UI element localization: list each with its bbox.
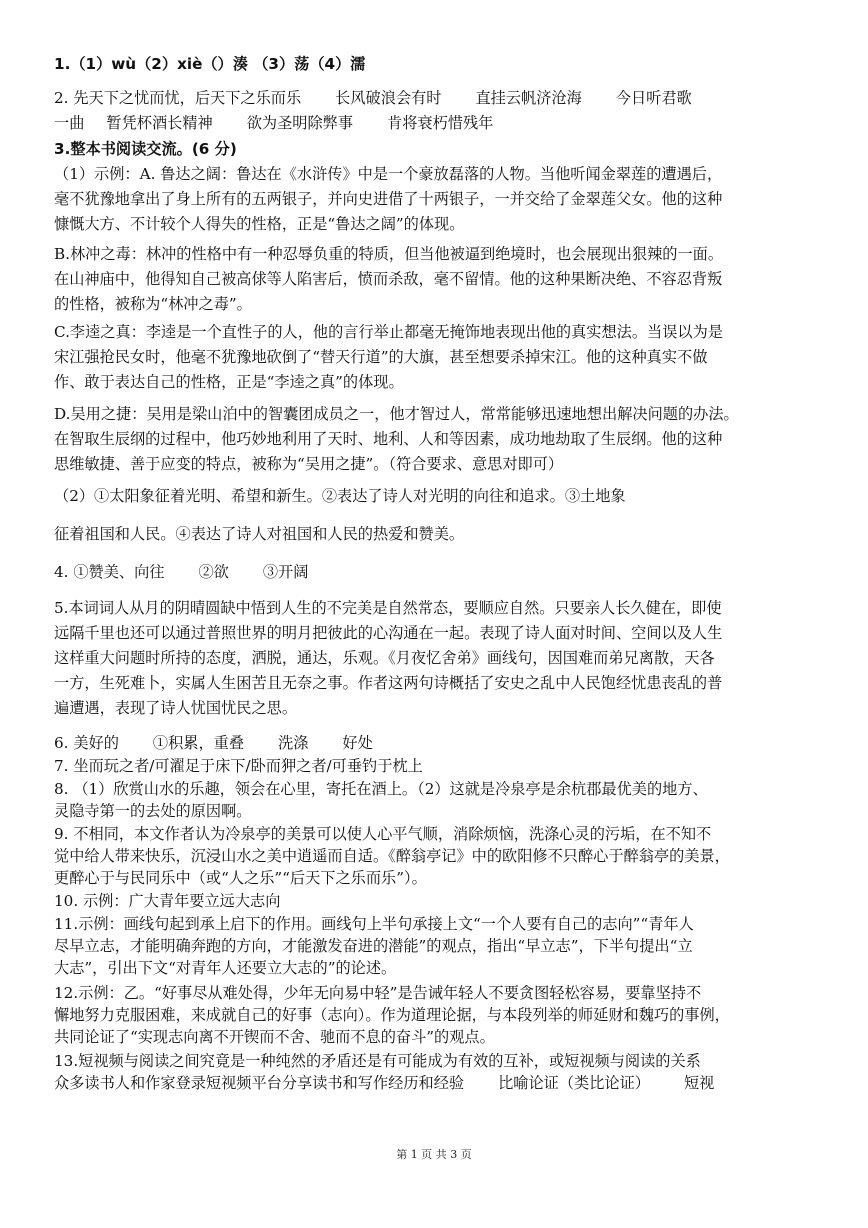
answer-2-line2-part-4: 肯将衰朽惜残年 xyxy=(387,114,494,132)
answer-3-p1-line-2: 毫不犹豫地拿出了身上所有的五两银子，并向史进借了十两银子，一并交给了金翠莲父女。他的这种 xyxy=(54,190,723,208)
answer-3-p2-line-1: B.林冲之毒：林冲的性格中有一种忍辱负重的特质，但当他被逼到绝境时，也会展现出狠辣的一面。 xyxy=(54,245,724,263)
answer-4 xyxy=(54,560,820,585)
answer-3 xyxy=(54,137,820,237)
answer-3-paragraph-d xyxy=(54,402,820,477)
answer-6 xyxy=(54,732,820,754)
answer-2 xyxy=(54,86,820,136)
answer-5-line-1: 5.本词词人从月的阴晴圆缺中悟到人生的不完美是自然常态，要顺应自然。只要亲人长久健在，即使 xyxy=(54,599,722,617)
answer-3-p2-line-3: 的性格，被称为“林冲之毒”。 xyxy=(54,295,252,313)
answer-2-line-2 xyxy=(54,111,820,136)
answer-13-line-1: 13.短视频与阅读之间究竟是一种纯然的矛盾还是有可能成为有效的互补，或短视频与阅读的关系 xyxy=(54,1052,701,1070)
answer-2-line2-part-1: 一曲 xyxy=(54,114,85,132)
answer-12-line-1: 12.示例：乙。“好事尽从难处得，少年无向易中轻”是告诫年轻人不要贪图轻松容易，要靠坚持不 xyxy=(54,984,702,1002)
answer-3-p4-line-2: 在智取生辰纲的过程中，他巧妙地利用了天时、地利、人和等因素，成功地劫取了生辰纲。他的这种 xyxy=(54,430,723,448)
answer-9-line-1: 9. 不相同，本文作者认为冷泉亭的美景可以使人心平气顺，消除烦恼，洗涤心灵的污垢，在不知不 xyxy=(54,825,712,843)
answer-8-line-2: 灵隐寺第一的去处的原因啊。 xyxy=(54,802,252,820)
answer-13-line2-part-3: 短视 xyxy=(683,1074,715,1092)
answer-6-item-3: 洗涤 xyxy=(278,734,309,752)
answer-13-line2-part-2: 比喻论证（类比论证） xyxy=(498,1074,650,1092)
answer-3-part-2-continued xyxy=(54,522,820,547)
answer-5-line-4: 一方，生死难卜，实属人生困苦且无奈之事。作者这两句诗概括了安史之乱中人民饱经忧患丧乱的普 xyxy=(54,674,723,692)
answer-6-line xyxy=(54,732,820,754)
answer-11-line-3: 大志”，引出下文“对青年人还要立大志的”的论述。 xyxy=(54,959,397,977)
answer-3-p3-line-2: 宋江强抢民女时，他毫不犹豫地砍倒了“替天行道”的大旗，甚至想要杀掉宋江。他的这种真实不做 xyxy=(54,348,708,366)
answer-8-line-1: 8. （1）欣赏山水的乐趣，领会在心里，寄托在酒上。（2）这就是冷泉亭是余杭郡最优美的地方、 xyxy=(54,780,708,798)
answer-13-line2-part-1: 众多读书人和作家登录短视频平台分享读书和写作经历和经验 xyxy=(54,1074,465,1092)
answer-11 xyxy=(54,913,820,979)
answer-10-text: 10. 示例：广大青年要立远大志向 xyxy=(54,892,281,910)
answer-13-line-2 xyxy=(54,1072,820,1094)
answer-5-line-3: 这样重大问题时所持的态度，洒脱，通达，乐观。《月夜忆舍弟》画线句，因国难而弟兄离散，天各 xyxy=(54,649,715,667)
answer-3-p4-line-1: D.吴用之捷：吴用是梁山泊中的智囊团成员之一，他才智过人，常常能够迅速地想出解决问题的办法。 xyxy=(54,405,739,423)
answer-5 xyxy=(54,596,820,721)
answer-1 xyxy=(54,52,820,77)
answer-7-text: 7. 坐而玩之者/可濯足于床下/卧而狎之者/可垂钓于枕上 xyxy=(54,757,423,775)
answer-4-line xyxy=(54,560,820,585)
answer-3-paragraph-c xyxy=(54,320,820,395)
answer-2-line1-part-4: 今日听君歌 xyxy=(615,89,692,107)
answer-9-line-3: 更醉心于与民同乐中（或“人之乐”“后天下之乐而乐”）。 xyxy=(54,869,427,887)
answer-2-line2-part-3: 欲为圣明除弊事 xyxy=(246,114,353,132)
answer-4-item-1: 4. ①赞美、向往 xyxy=(54,563,165,581)
answer-12-line-2: 懈地努力克服困难，来成就自己的好事（志向）。作为道理论据，与本段列举的师延财和魏巧的事例， xyxy=(54,1006,730,1024)
answer-5-line-5: 遍遭遇，表现了诗人忧国忧民之思。 xyxy=(54,699,297,717)
answer-3-p2-line-2: 在山神庙中，他得知自己被高俅等人陷害后，愤而杀敌，毫不留情。他的这种果断决绝、不容忍背叛 xyxy=(54,270,723,288)
answer-8 xyxy=(54,778,820,822)
answer-3-p1-line-1: （1）示例：A. 鲁达之阔：鲁达在《水浒传》中是一个豪放磊落的人物。当他听闻金翠莲的遭遇后， xyxy=(54,165,723,183)
answer-6-item-1: 6. 美好的 xyxy=(54,734,119,752)
answer-3-p5-line-1: （2）①太阳象征着光明、希望和新生。②表达了诗人对光明的向往和追求。③土地象 xyxy=(54,487,626,505)
answer-6-item-2: ①积累，重叠 xyxy=(152,734,245,752)
answer-2-line-1 xyxy=(54,86,820,111)
answer-3-part-2 xyxy=(54,484,820,509)
answer-3-p4-line-3: 思维敏捷、善于应变的特点，被称为“吴用之捷”。（符合要求、意思对即可） xyxy=(54,455,564,473)
answer-3-paragraph-b xyxy=(54,242,820,317)
answer-11-line-1: 11.示例：画线句起到承上启下的作用。画线句上半句承接上文“一个人要有自己的志向”“青年人 xyxy=(54,915,694,933)
answer-2-line1-part-3: 直挂云帆济沧海 xyxy=(475,89,582,107)
answer-9-line-2: 觉中给人带来快乐，沉浸山水之美中逍遥而自适。《醉翁亭记》中的欧阳修不只醉心于醉翁亭的美景， xyxy=(54,847,730,865)
answer-6-item-4: 好处 xyxy=(342,734,373,752)
answer-3-p1-line-3: 慷慨大方、不计较个人得失的性格，正是“鲁达之阔”的体现。 xyxy=(54,215,465,233)
answer-4-item-2: ②欲 xyxy=(198,563,229,581)
answer-4-item-3: ③开阔 xyxy=(262,563,309,581)
answer-2-line1-part-1: 2. 先天下之忧而忧，后天下之乐而乐 xyxy=(54,89,302,107)
answer-7 xyxy=(54,755,820,777)
answer-3-p6-line-1: 征着祖国和人民。④表达了诗人对祖国和人民的热爱和赞美。 xyxy=(54,525,465,543)
answer-10 xyxy=(54,890,820,912)
page-number-footer: 第 1 页 共 3 页 xyxy=(396,1148,472,1161)
answer-12-line-3: 共同论证了“实现志向离不开锲而不舍、驰而不息的奋斗”的观点。 xyxy=(54,1028,495,1046)
answer-3-title: 3.整本书阅读交流。(6 分) xyxy=(54,140,237,158)
answer-2-line2-part-2: 暂凭杯酒长精神 xyxy=(106,114,213,132)
answer-11-line-2: 尽早立志，才能明确奔跑的方向，才能激发奋进的潜能”的观点，指出“早立志”，下半句提出“立 xyxy=(54,937,693,955)
answer-13 xyxy=(54,1050,820,1094)
answer-9 xyxy=(54,823,820,889)
answer-1-text: 1.（1）wù（2）xiè（）湊 （3）荡（4）濡 xyxy=(54,55,366,73)
answer-5-line-2: 远隔千里也还可以通过普照世界的明月把彼此的心沟通在一起。表现了诗人面对时间、空间以及人生 xyxy=(54,624,723,642)
answer-3-p3-line-3: 作、敢于表达自己的性格，正是“李逵之真”的体现。 xyxy=(54,373,404,391)
answer-2-line1-part-2: 长风破浪会有时 xyxy=(335,89,442,107)
answer-3-p3-line-1: C.李逵之真：李逵是一个直性子的人，他的言行举止都毫无掩饰地表现出他的真实想法。当误以为是 xyxy=(54,323,723,341)
answer-12 xyxy=(54,982,820,1048)
